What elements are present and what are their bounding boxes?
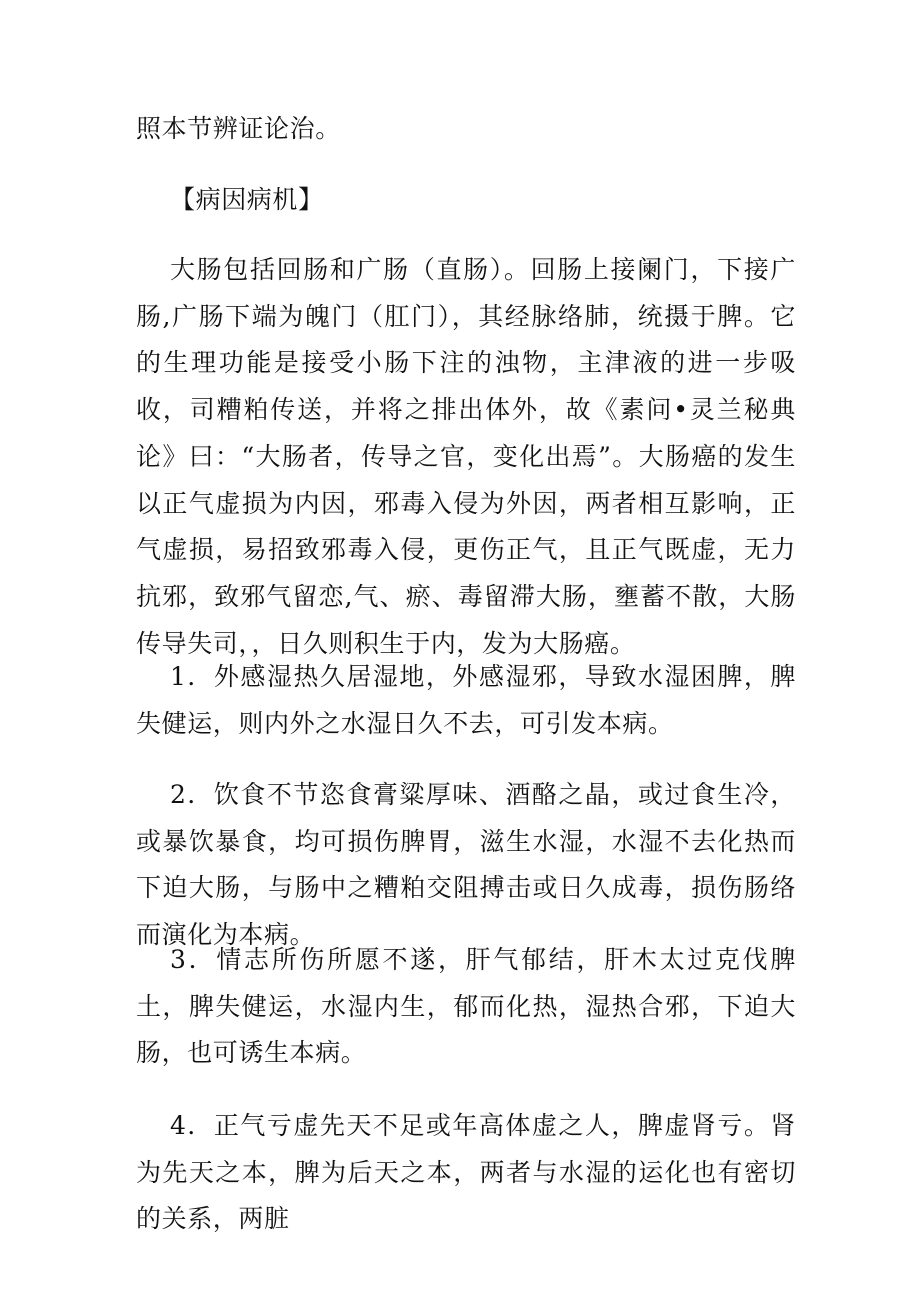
continuation-text: 照本节辨证论治。 xyxy=(136,114,341,143)
cause-paragraph-3: 3．情志所伤所愿不遂，肝气郁结，肝木太过克伐脾土，脾失健运，水湿内生，郁而化热，湿热合邪，下迫大肠，也可诱生本病。 xyxy=(136,945,796,1068)
cause-paragraph-4: 4．正气亏虚先天不足或年高体虚之人，脾虚肾亏。肾为先天之本，脾为后天之本，两者与水湿的运化也有密切的关系，两脏 xyxy=(136,1111,796,1234)
section-heading: 【病因病机】 xyxy=(170,185,324,214)
cause-paragraph-2: 2．饮食不节恣食膏粱厚味、酒酪之晶，或过食生冷，或暴饮暴食，均可损伤脾胃，滋生水湿，水湿不去化热而下迫大肠，与肠中之糟粕交阻搏击或日久成毒，损伤肠络而演化为本病。 xyxy=(136,780,796,950)
intro-paragraph: 大肠包括回肠和广肠（直肠）。回肠上接阑门，下接广肠,广肠下端为魄门（肛门），其经脉络肺，统摄于脾。它的生理功能是接受小肠下注的浊物，主津液的进一步吸收，司糟粕传送，并将之排出体外，故《素问•灵兰秘典论》曰：“大肠者，传导之官，变化出焉”。大肠癌的发生以正气虚损为内因，邪毒入侵为外因，两者相互影响，正气虚损，易招致邪毒入侵，更伤正气，且正气既虚，无力抗邪，致邪气留恋,气、瘀、毒留滞大肠，壅蓄不散，大肠传导失司，，日久则积生于内，发为大肠癌。 xyxy=(136,255,796,658)
cause-paragraph-1: 1．外感湿热久居湿地，外感湿邪，导致水湿困脾，脾失健运，则内外之水湿日久不去，可引发本病。 xyxy=(136,662,796,738)
